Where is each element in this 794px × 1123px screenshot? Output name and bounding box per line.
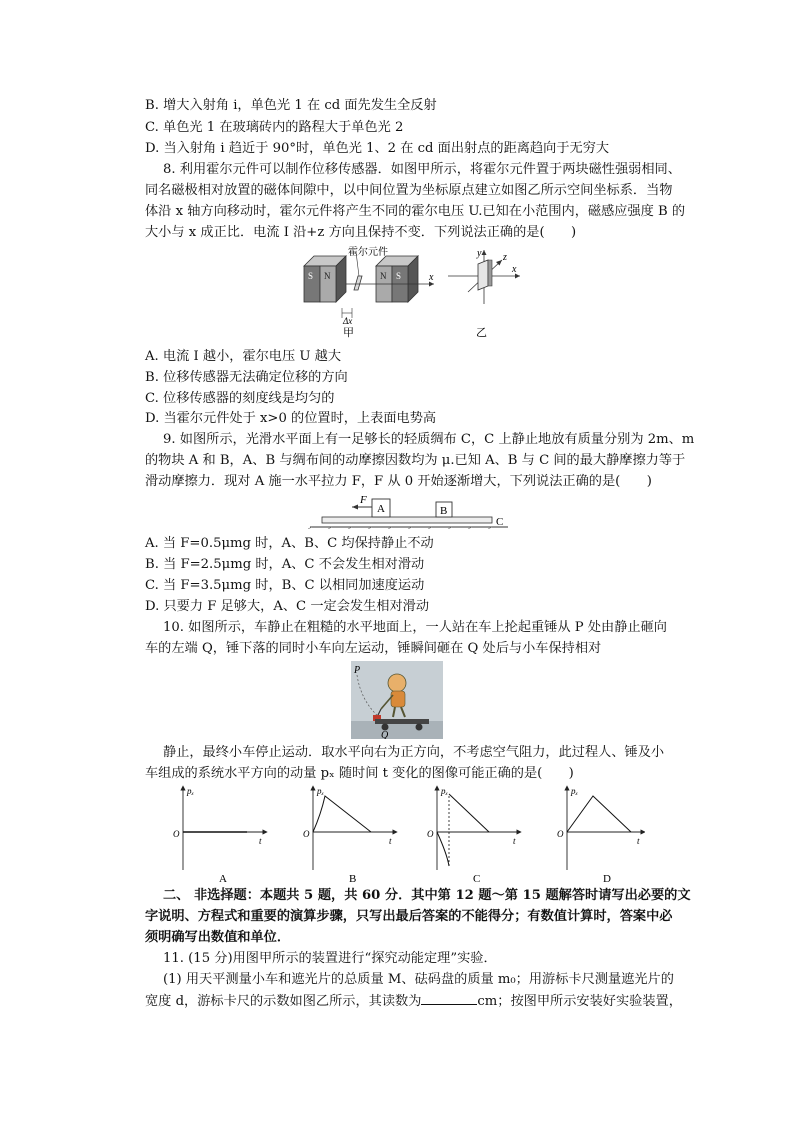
right-magnet-pole-1: N bbox=[380, 271, 387, 281]
fig-a-x-label: x bbox=[429, 272, 434, 283]
graph-c bbox=[427, 786, 519, 884]
q10-momentum-graphs bbox=[165, 784, 645, 884]
fig-b-z-label: z bbox=[503, 252, 507, 263]
q9-option-a: A. 当 F=0.5μmg 时，A、B、C 均保持静止不动 bbox=[145, 536, 434, 551]
q8-stem-line1: 8. 利用霍尔元件可以制作位移传感器．如图甲所示，将霍尔元件置于两块磁性强弱相同、 bbox=[163, 162, 681, 177]
q10-hammer-cart-figure bbox=[351, 661, 443, 739]
left-magnet bbox=[304, 256, 346, 302]
svg-text:pₓ: pₓ bbox=[187, 786, 195, 796]
q10-stem-line2: 车的左端 Q，锤下落的同时小车向左运动，锤瞬间砸在 Q 处后与小车保持相对 bbox=[145, 641, 602, 656]
q7-option-b: B. 增大入射角 i，单色光 1 在 cd 面先发生全反射 bbox=[145, 98, 437, 113]
right-magnet-pole-2: S bbox=[396, 271, 402, 281]
svg-text:pₓ: pₓ bbox=[571, 786, 579, 796]
delta-x-label: Δx bbox=[343, 316, 353, 326]
fig-b-x-label: x bbox=[512, 264, 517, 275]
caption-jia: 甲 bbox=[343, 327, 354, 339]
cloth-c bbox=[322, 517, 492, 523]
svg-text:pₓ: pₓ bbox=[441, 786, 449, 796]
graph-b-caption: B bbox=[349, 873, 357, 884]
svg-text:pₓ: pₓ bbox=[317, 786, 325, 796]
q8-option-a: A. 电流 I 越小，霍尔电压 U 越大 bbox=[145, 349, 342, 364]
graph-a-caption: A bbox=[219, 873, 227, 884]
q8-stem-line2: 同名磁极相对放置的磁体间隙中，以中间位置为坐标原点建立如图乙所示空间坐标系．当物 bbox=[145, 183, 673, 198]
graph-c-caption: C bbox=[473, 873, 481, 884]
q10-stem-line1: 10. 如图所示，车静止在粗糙的水平地面上，一人站在车上抡起重锤从 P 处由静止砸向 bbox=[163, 620, 667, 635]
block-a-label: A bbox=[377, 503, 385, 515]
answer-blank[interactable] bbox=[421, 992, 477, 1005]
label-q: Q bbox=[381, 730, 389, 739]
section2-line1: 二、 非选择题：本题共 5 题，共 60 分．其中第 12 题～第 15 题解答时请写出必要的文 bbox=[163, 888, 691, 903]
graph-b bbox=[303, 786, 395, 884]
q9-option-b: B. 当 F=2.5μmg 时，A、C 不会发生相对滑动 bbox=[145, 557, 425, 572]
hall-element-label: 霍尔元件 bbox=[348, 247, 388, 258]
fig-b-coordinates bbox=[448, 248, 520, 339]
svg-text:O: O bbox=[303, 829, 310, 839]
q11-stem: 11. (15 分)用图甲所示的装置进行“探究动能定理”实验． bbox=[163, 951, 497, 966]
q9-blocks-figure bbox=[308, 493, 518, 529]
q9-stem-line1: 9. 如图所示，光滑水平面上有一足够长的轻质绸布 C，C 上静止地放有质量分别为 2m、m bbox=[163, 432, 695, 447]
q11-part1-line2 bbox=[145, 992, 682, 1011]
graph-a bbox=[173, 786, 265, 884]
q8-stem-line4: 大小与 x 成正比．电流 I 沿+z 方向且保持不变．下列说法正确的是( ) bbox=[145, 225, 577, 240]
section2-line3: 须明确写出数值和单位． bbox=[145, 930, 291, 945]
svg-text:O: O bbox=[173, 829, 180, 839]
caption-yi: 乙 bbox=[476, 327, 487, 339]
q8-hall-sensor-figure bbox=[298, 246, 528, 344]
q9-stem-line2: 的物块 A 和 B，A、B 与绸布间的动摩擦因数均为 μ.已知 A、B 与 C 间的最大静摩擦力等于 bbox=[145, 453, 686, 468]
graph-d-caption: D bbox=[603, 873, 611, 884]
svg-text:t: t bbox=[513, 836, 516, 846]
svg-text:t: t bbox=[637, 836, 640, 846]
q11-part1-post: cm；按图甲所示安装好实验装置， bbox=[477, 994, 682, 1009]
q9-stem-line3: 滑动摩擦力．现对 A 施一水平拉力 F，F 从 0 开始逐渐增大，下列说法正确的是( ) bbox=[145, 474, 652, 489]
left-magnet-pole-2: N bbox=[324, 271, 331, 281]
svg-text:t: t bbox=[389, 836, 392, 846]
q7-option-c: C. 单色光 1 在玻璃砖内的路程大于单色光 2 bbox=[145, 120, 404, 135]
q8-option-c: C. 位移传感器的刻度线是均匀的 bbox=[145, 391, 335, 406]
left-magnet-pole-1: S bbox=[308, 271, 314, 281]
right-magnet bbox=[376, 256, 418, 302]
q11-part1-pre: 宽度 d，游标卡尺的示数如图乙所示，其读数为 bbox=[145, 994, 422, 1009]
svg-text:O: O bbox=[557, 829, 564, 839]
q9-option-c: C. 当 F=3.5μmg 时，B、C 以相同加速度运动 bbox=[145, 578, 425, 593]
cloth-label: C bbox=[496, 516, 504, 528]
section2-line2: 字说明、方程式和重要的演算步骤，只写出最后答案的不能得分；有数值计算时，答案中必 bbox=[145, 909, 673, 924]
svg-text:t: t bbox=[259, 836, 262, 846]
q11-part1-line1: (1) 用天平测量小车和遮光片的总质量 M、砝码盘的质量 m₀；用游标卡尺测量遮光片的 bbox=[163, 972, 674, 987]
label-p: P bbox=[354, 665, 361, 676]
fig-b-y-label: y bbox=[477, 248, 482, 259]
block-b-label: B bbox=[440, 505, 448, 517]
q8-option-b: B. 位移传感器无法确定位移的方向 bbox=[145, 370, 348, 385]
q8-stem-line3: 体沿 x 轴方向移动时，霍尔元件将产生不同的霍尔电压 U.已知在小范围内，磁感应强度 B 的 bbox=[145, 204, 686, 219]
q10-stem-line4: 车组成的系统水平方向的动量 pₓ 随时间 t 变化的图像可能正确的是( ) bbox=[145, 766, 574, 781]
q7-option-d: D. 当入射角 i 趋近于 90°时，单色光 1、2 在 cd 面出射点的距离趋向于无穷大 bbox=[145, 141, 610, 156]
q10-stem-line3: 静止，最终小车停止运动．取水平向右为正方向，不考虑空气阻力，此过程人、锤及小 bbox=[163, 745, 665, 760]
q8-option-d: D. 当霍尔元件处于 x>0 的位置时，上表面电势高 bbox=[145, 411, 437, 426]
svg-text:O: O bbox=[427, 829, 434, 839]
q9-option-d: D. 只要力 F 足够大，A、C 一定会发生相对滑动 bbox=[145, 599, 430, 614]
force-label: F bbox=[360, 494, 367, 506]
graph-d bbox=[557, 786, 643, 884]
